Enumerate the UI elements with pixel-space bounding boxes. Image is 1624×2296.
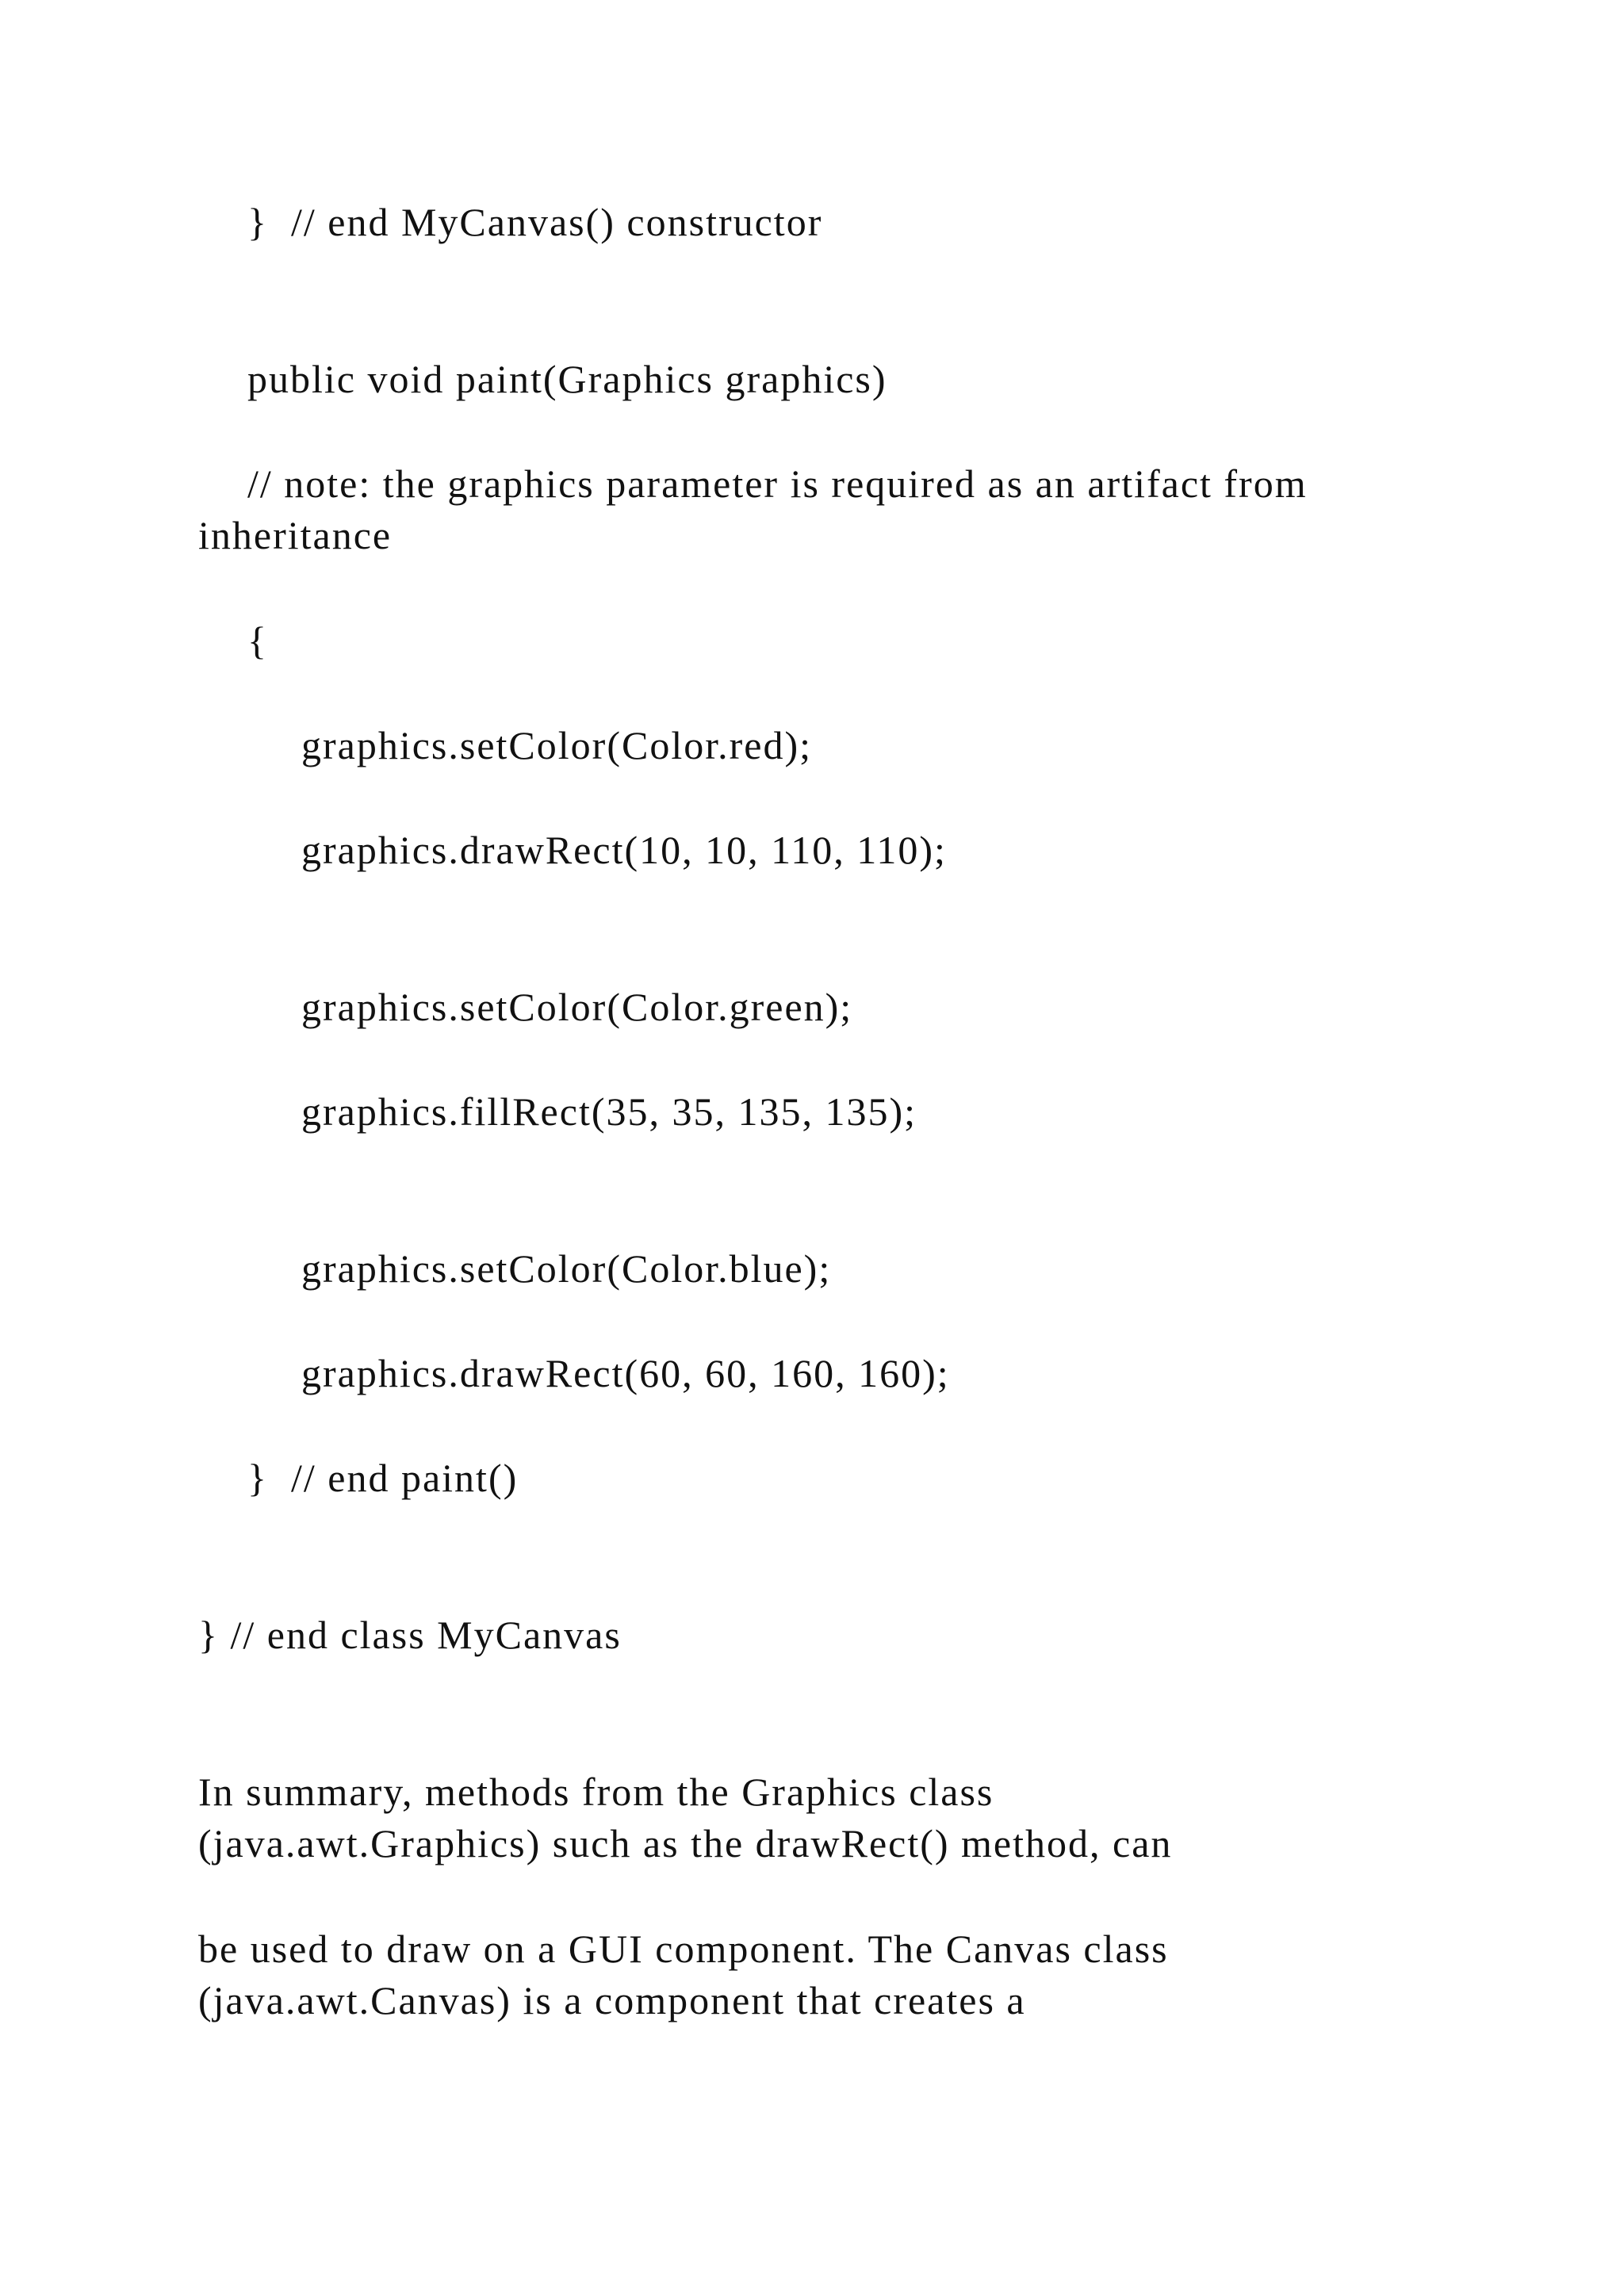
code-line-constructor-end: } // end MyCanvas() constructor — [247, 200, 823, 244]
code-line-set-color-red: graphics.setColor(Color.red); — [301, 723, 812, 767]
code-line-set-color-green: graphics.setColor(Color.green); — [301, 985, 853, 1029]
code-line-draw-rect-1: graphics.drawRect(10, 10, 110, 110); — [301, 828, 947, 872]
code-line-open-brace: { — [247, 618, 268, 663]
paragraph-line-4: (java.awt.Canvas) is a component that creates a — [198, 1978, 1026, 2022]
code-line-draw-rect-2: graphics.drawRect(60, 60, 160, 160); — [301, 1351, 950, 1395]
code-line-class-end: } // end class MyCanvas — [198, 1613, 622, 1657]
code-line-paint-end: } // end paint() — [247, 1456, 519, 1500]
code-line-paint-signature: public void paint(Graphics graphics) — [247, 357, 887, 401]
paragraph-line-3: be used to draw on a GUI component. The Canvas class — [198, 1927, 1169, 1971]
code-line-set-color-blue: graphics.setColor(Color.blue); — [301, 1246, 832, 1291]
paragraph-line-2: (java.awt.Graphics) such as the drawRect() method, can — [198, 1821, 1173, 1866]
code-line-fill-rect: graphics.fillRect(35, 35, 135, 135); — [301, 1089, 917, 1134]
code-line-comment: // note: the graphics parameter is required as an artifact from — [247, 461, 1308, 506]
code-line-comment-wrap: inheritance — [198, 513, 393, 557]
paragraph-line-1: In summary, methods from the Graphics class — [198, 1770, 994, 1814]
